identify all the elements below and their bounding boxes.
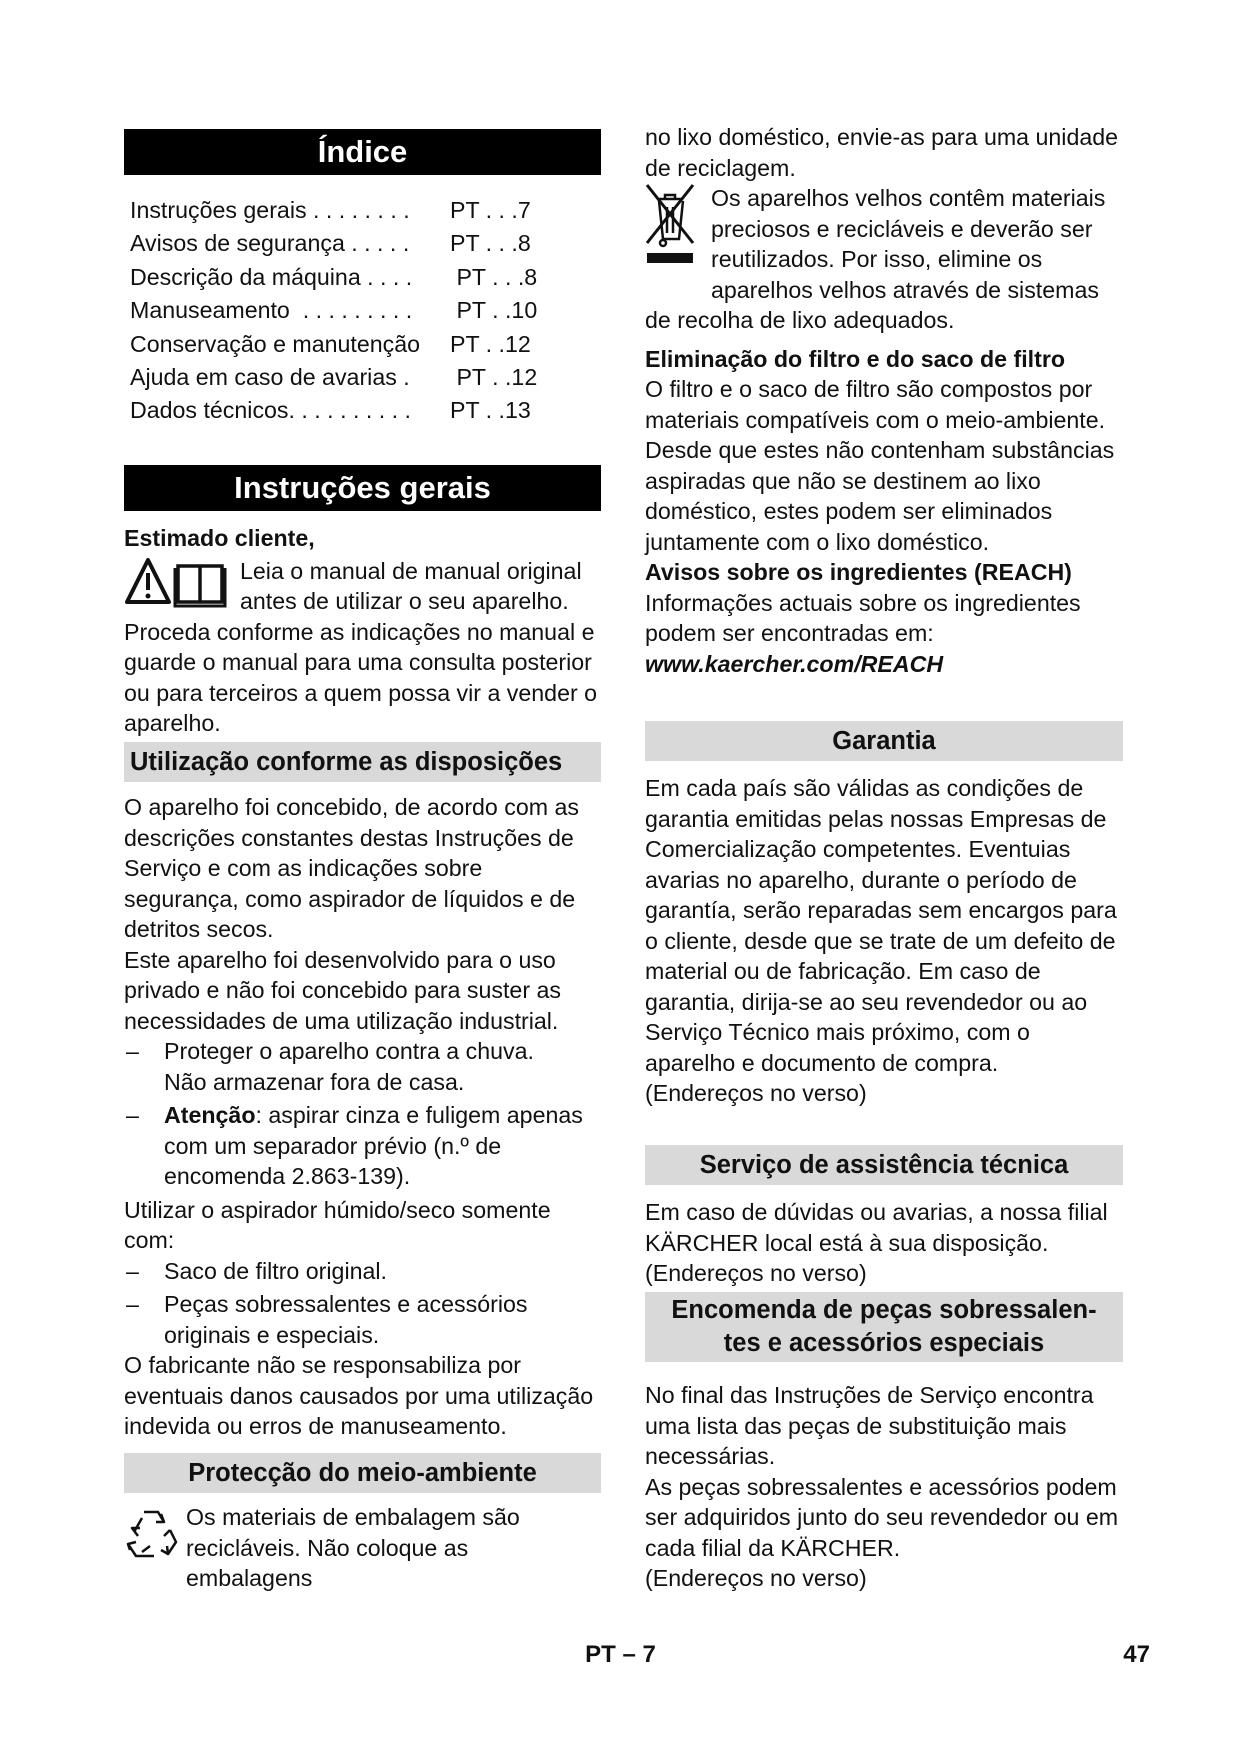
toc-entry[interactable]: Dados técnicos. . . . . . . . . . PT . .13 <box>130 397 531 424</box>
filter-disposal-heading: Eliminação do filtro e do saco de filtro <box>645 345 1066 372</box>
crossed-bin-icon <box>645 183 697 277</box>
reach-paragraph: Informações actuais sobre os ingredientes podem ser encontradas em: <box>645 589 1081 646</box>
service-address: (Endereços no verso) <box>645 1260 867 1286</box>
toc-entry[interactable]: Avisos de segurança . . . . . PT . . .8 <box>130 230 531 257</box>
intended-use-heading: Utilização conforme as disposições <box>124 742 601 782</box>
general-instructions-body <box>124 523 601 739</box>
right-top-body <box>645 122 1123 679</box>
general-instructions-heading: Instruções gerais <box>124 465 601 511</box>
old-devices-block <box>645 183 1123 336</box>
list-item: – Proteger o aparelho contra a chuva. Não armazenar fora de casa. <box>124 1036 601 1097</box>
dear-customer: Estimado cliente, <box>124 525 315 551</box>
use-paragraph: Utilizar o aspirador húmido/seco somente com: <box>124 1196 551 1253</box>
table-of-contents <box>124 194 601 428</box>
list-item: – Atenção: aspirar cinza e fuligem apenas com um separador prévio (n.º de encomenda 2.863-139). <box>124 1100 601 1192</box>
spare-parts-body <box>645 1380 1123 1594</box>
use-paragraph: O aparelho foi concebido, de acordo com as descrições constantes destas Instruções de Serviço e com as indicações sobre segurança, como aspirador de líquidos e de detritos secos. <box>124 794 580 942</box>
old-devices-text: Os aparelhos velhos contêm materiais preciosos e recicláveis e deverão ser reutilizados. Por isso, elimine os aparelhos velhos através de sistemas de recolha de lixo adequados. <box>645 185 1106 333</box>
intended-use-body <box>124 792 601 1442</box>
spare-parts-heading: Encomenda de peças sobressalen- tes e acessórios especiais <box>645 1292 1123 1362</box>
service-paragraph: Em caso de dúvidas ou avarias, a nossa filial KÄRCHER local está à sua disposição. <box>645 1199 1108 1256</box>
warranty-heading: Garantia <box>645 721 1123 761</box>
service-heading: Serviço de assistência técnica <box>645 1145 1123 1185</box>
toc-entry[interactable]: Manuseamento . . . . . . . . . PT . .10 <box>130 297 538 324</box>
warranty-paragraph: Em cada país são válidas as condições de garantia emitidas pelas nossas Empresas de Comercialização competentes. Eventuias avarias no aparelho, durante o período de garantía, serão reparadas sem encargos para o cliente, desde que se trate de um defeito de material ou de fabricação. Em caso de garantia, dirija-se ao seu revendedor ou ao Serviço Técnico mais próximo, com o aparelho e documento de compra. <box>645 775 1117 1076</box>
warranty-body <box>645 773 1123 1109</box>
spare-parts-paragraph: No final das Instruções de Serviço encontra uma lista das peças de substituição mais necessárias. <box>645 1382 1094 1469</box>
filter-paragraph: O filtro e o saco de filtro são compostos por materiais compatíveis com o meio-ambiente. <box>645 376 1106 433</box>
filter-paragraph: Desde que estes não contenham substâncias aspiradas que não se destinem ao lixo doméstico, estes podem ser eliminados juntamente com o lixo doméstico. <box>645 437 1115 555</box>
service-body <box>645 1197 1123 1289</box>
reach-heading: Avisos sobre os ingredientes (REACH) <box>645 559 1072 585</box>
recycle-icon <box>124 1506 178 1568</box>
warranty-address: (Endereços no verso) <box>645 1080 867 1106</box>
environment-heading: Protecção do meio-ambiente <box>124 1453 601 1493</box>
index-heading: Índice <box>124 129 601 175</box>
environment-continued: no lixo doméstico, envie-as para uma unidade de reciclagem. <box>645 124 1119 181</box>
list-item: – Saco de filtro original. <box>124 1256 601 1287</box>
environment-body <box>124 1502 601 1594</box>
toc-entry[interactable]: Instruções gerais . . . . . . . . PT . . .7 <box>130 197 531 223</box>
toc-entry[interactable]: Ajuda em caso de avarias . PT . .12 <box>130 363 538 390</box>
list-item: – Peças sobressalentes e acessórios originais e especiais. <box>124 1289 601 1350</box>
reach-link[interactable]: www.kaercher.com/REACH <box>645 650 944 677</box>
spare-parts-address: (Endereços no verso) <box>645 1565 867 1591</box>
spare-parts-paragraph: As peças sobressalentes e acessórios podem ser adquiridos junto do seu revendedor ou em cada filial da KÄRCHER. <box>645 1473 1119 1561</box>
page-number: 47 <box>1123 1641 1150 1668</box>
page-label: PT – 7 <box>585 1641 656 1668</box>
warning-manual-icon <box>124 556 232 616</box>
read-manual-text: Leia o manual de manual original antes de utilizar o seu aparelho. Proceda conforme as indicações no manual e guarde o manual para uma consulta posterior ou para terceiros a quem possa vir a vender o aparelho. <box>124 557 598 736</box>
use-paragraph: Este aparelho foi desenvolvido para o uso privado e não foi concebido para suster as necessidades de uma utilização industrial. <box>124 946 561 1034</box>
environment-text: Os materiais de embalagem são recicláveis. Não coloque as embalagens <box>186 1504 520 1591</box>
use-paragraph: O fabricante não se responsabiliza por eventuais danos causados por uma utilização indevida ou erros de manuseamento. <box>124 1352 594 1439</box>
toc-entry[interactable]: Descrição da máquina . . . . PT . . .8 <box>130 263 538 290</box>
toc-entry[interactable]: Conservação e manutenção PT . .12 <box>130 330 531 357</box>
